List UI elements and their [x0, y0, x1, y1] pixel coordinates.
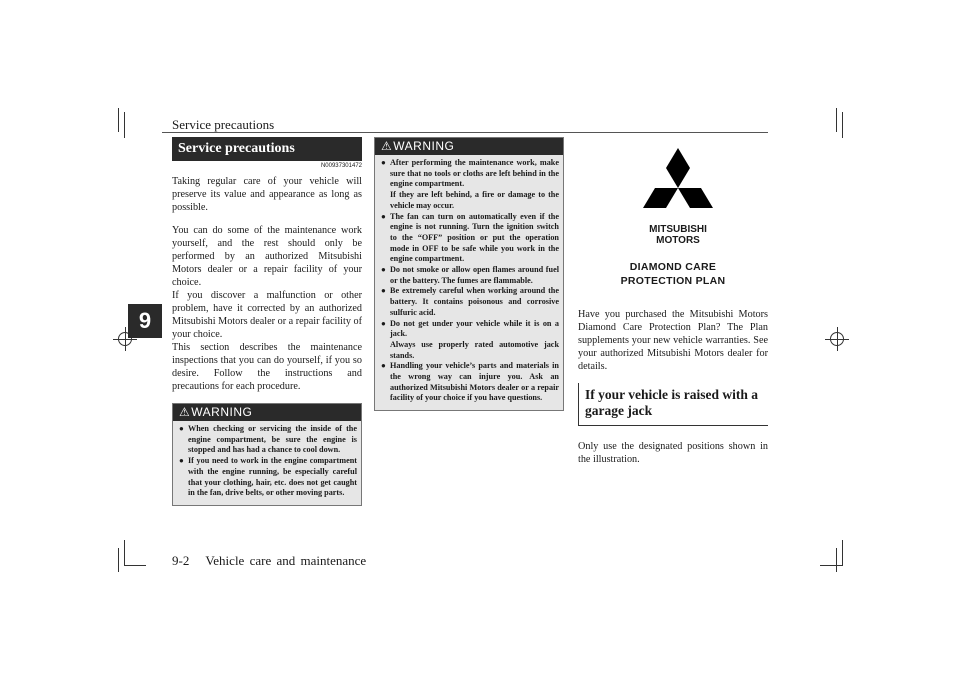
- warning-item: ● If you need to work in the engine compartment with the engine running, be especially careful that your clothing, hair, etc. does not get caught in the fan, drive belts, or other moving parts.: [179, 456, 357, 499]
- header-rule: [162, 132, 768, 133]
- paragraph: Taking regular care of your vehicle will preserve its value and appearance as long as possible.: [172, 176, 362, 213]
- paragraph: Have you purchased the Mitsubishi Motors Diamond Care Protection Plan? The Plan supplements your new vehicle warranties. See your authorized Mitsubishi Motors dealer for details.: [578, 309, 768, 372]
- crop-mark: [118, 108, 119, 132]
- crop-mark: [842, 540, 843, 566]
- chapter-title: Vehicle care and maintenance: [205, 553, 367, 568]
- paragraph: If you discover a malfunction or other problem, have it corrected by an authorized Mitsubishi Motors dealer or a repair facility of your choice.: [172, 290, 362, 340]
- section-body: [172, 175, 362, 393]
- jack-section-body: [578, 440, 768, 466]
- warning-item-continuation: If they are left behind, a fire or damage to the vehicle may occur.: [390, 190, 559, 210]
- warning-item: ● The fan can turn on automatically even if the engine is not running. Turn the ignition switch to the “OFF” position or put the operation mode in OFF to be safe while you work in the engine compartment.: [381, 212, 559, 266]
- three-diamonds-icon: [618, 142, 738, 224]
- crop-mark: [124, 540, 125, 566]
- chapter-tab: 9: [128, 304, 162, 338]
- warning-triangle-icon: ⚠: [381, 139, 393, 153]
- registration-mark: [830, 332, 844, 346]
- warning-item: ● Handling your vehicle’s parts and materials in the wrong way can injure you. Ask an authorized Mitsubishi Motors dealer or a repair facility of your choice if you have questions.: [381, 361, 559, 404]
- paragraph: You can do some of the maintenance work yourself, and the rest should only be performed by an authorized Mitsubishi Motors dealer or a repair facility of your choice.: [172, 225, 362, 288]
- warning-item-continuation: Always use properly rated automotive jack stands.: [390, 339, 559, 360]
- warning-item: ● Be extremely careful when working around the battery. It contains poisonous and corrosive sulfuric acid.: [381, 286, 559, 318]
- mitsubishi-logo: [618, 142, 738, 262]
- warning-box: [374, 137, 564, 411]
- warning-list: [173, 421, 361, 505]
- warning-triangle-icon: ⚠: [179, 405, 191, 419]
- paragraph: This section describes the maintenance inspections that you can do yourself, if you so desire. Follow the instructions and precautions for each procedure.: [172, 342, 362, 392]
- column-middle: [374, 137, 564, 411]
- diamond-care-text: [578, 308, 768, 373]
- paragraph: Only use the designated positions shown in the illustration.: [578, 441, 768, 465]
- page-footer: [172, 553, 366, 569]
- warning-header: [173, 404, 361, 421]
- page-header: Service precautions: [172, 117, 275, 132]
- warning-header: [375, 138, 563, 155]
- warning-item: ● Do not smoke or allow open flames around fuel or the battery. The fumes are flammable.: [381, 265, 559, 286]
- warning-list: [375, 155, 563, 410]
- plan-name-line2: PROTECTION PLAN: [620, 275, 726, 287]
- crop-mark: [118, 548, 119, 572]
- plan-name-line1: DIAMOND CARE: [629, 261, 717, 273]
- crop-mark: [820, 565, 842, 566]
- column-right: [578, 137, 768, 466]
- warning-box: [172, 403, 362, 506]
- crop-mark: [124, 112, 125, 138]
- warning-item: ● After performing the maintenance work, make sure that no tools or cloths are left behind in the engine compartment.: [381, 158, 559, 190]
- crop-mark: [842, 112, 843, 138]
- crop-mark: [124, 565, 146, 566]
- warning-item: ● When checking or servicing the inside of the engine compartment, be sure the engine is stopped and has had a chance to cool down.: [179, 424, 357, 456]
- brand-name-line1: MITSUBISHI: [649, 224, 707, 235]
- warning-item: ● Do not get under your vehicle while it is on a jack.: [381, 319, 559, 340]
- jack-section-heading: If your vehicle is raised with a garage jack: [578, 383, 768, 426]
- warning-label: WARNING: [393, 139, 455, 153]
- column-left: [172, 137, 362, 506]
- section-heading: Service precautions: [172, 137, 362, 161]
- page-number: 9-2: [172, 553, 190, 568]
- crop-mark: [836, 108, 837, 132]
- warning-label: WARNING: [191, 405, 253, 419]
- section-id: N00937301472: [320, 163, 362, 169]
- brand-name-line2: MOTORS: [656, 235, 700, 246]
- crop-mark: [836, 548, 837, 572]
